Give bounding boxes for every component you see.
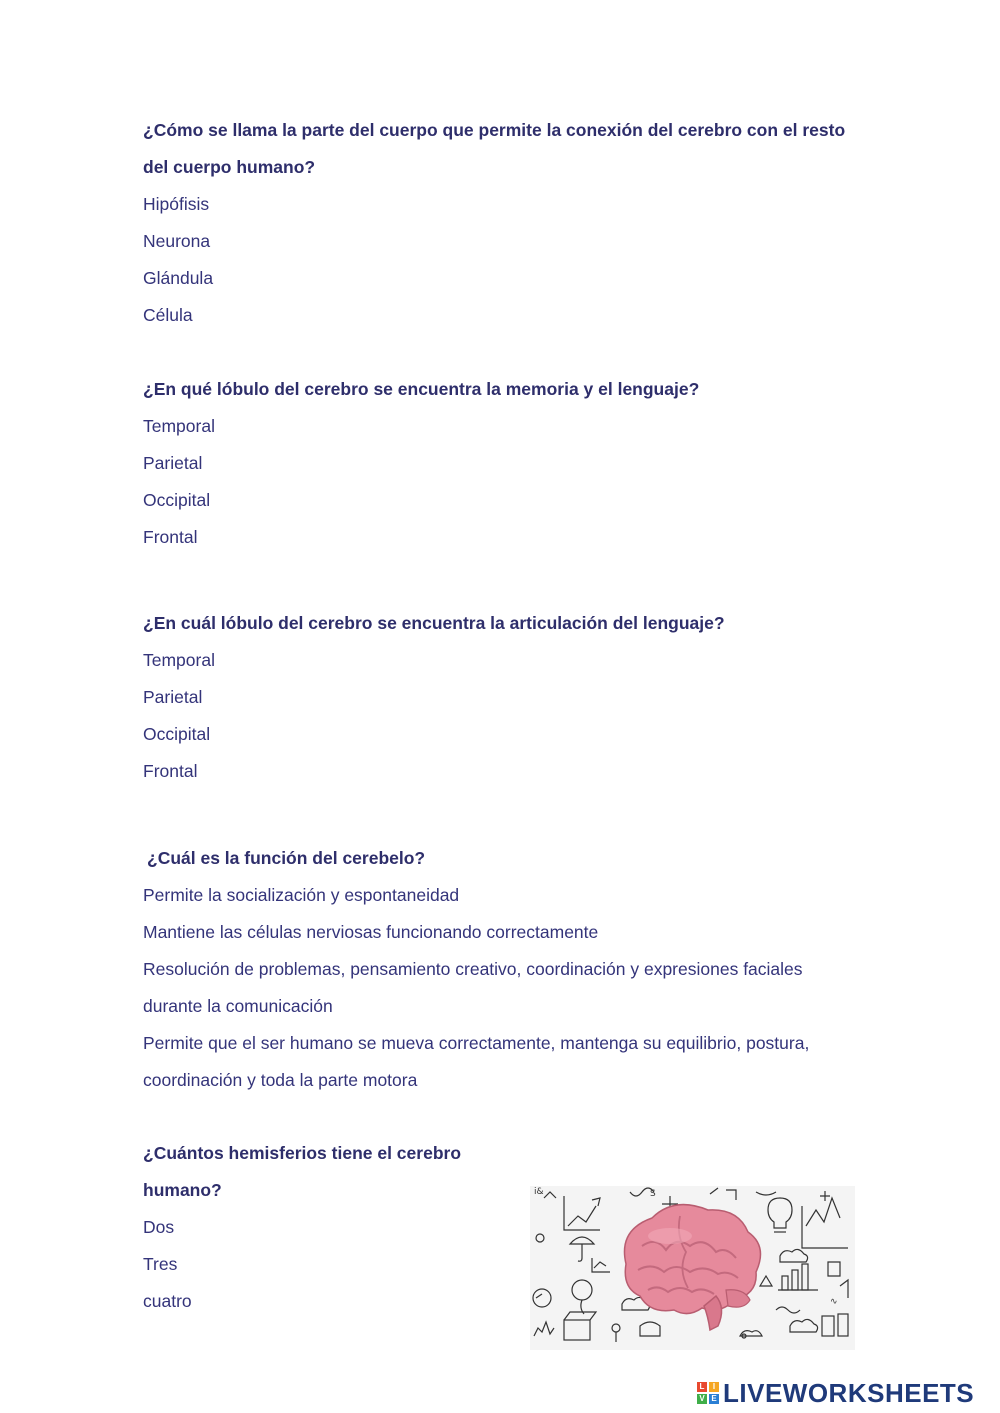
answer-option[interactable]: Neurona [143,231,211,251]
answer-option[interactable]: Frontal [143,761,198,781]
question-5-text: ¿Cuántos hemisferios tiene el cerebro humano? [143,1143,462,1200]
answer-option[interactable]: Parietal [143,453,203,473]
answer-option[interactable]: Dos [143,1217,175,1237]
question-3 [143,605,863,790]
question-2-text: ¿En qué lóbulo del cerebro se encuentra la memoria y el lenguaje? [143,379,700,399]
logo-tile: V [697,1394,707,1404]
answer-option[interactable]: Temporal [143,650,215,670]
answer-option-line: Mantiene las células nerviosas funcionando correctamente [143,922,599,942]
answer-option[interactable]: Glándula [143,268,214,288]
svg-text:∿: ∿ [830,1297,838,1307]
answer-option-line: coordinación y toda la parte motora [143,1070,418,1090]
question-1-text [143,112,863,186]
brand-name: LIVEWORKSHEETS [723,1377,975,1408]
answer-option[interactable] [143,877,863,914]
answer-option[interactable] [143,1025,863,1099]
question-5 [143,1135,523,1320]
liveworksheets-logo [697,1377,974,1409]
answer-option[interactable] [143,914,863,951]
answer-option[interactable]: Célula [143,305,193,325]
answer-option[interactable]: Temporal [143,416,215,436]
question-1-line-2: del cuerpo humano? [143,157,316,177]
answer-option[interactable]: Occipital [143,490,211,510]
answer-option[interactable] [143,951,863,1025]
question-3-text: ¿En cuál lóbulo del cerebro se encuentra la articulación del lenguaje? [143,613,725,633]
answer-option-line: Resolución de problemas, pensamiento creativo, coordinación y expresiones faciales [143,959,803,979]
answer-option-line: durante la comunicación [143,996,333,1016]
answer-option[interactable]: Hipófisis [143,194,210,214]
answer-option[interactable]: Frontal [143,527,198,547]
question-2 [143,371,863,556]
answer-option-line: Permite que el ser humano se mueva correctamente, mantenga su equilibrio, postura, [143,1033,810,1053]
brain-doodle-svg [530,1186,855,1350]
logo-tiles [697,1382,719,1404]
brain-illustration [530,1186,855,1350]
answer-option-line: Permite la socialización y espontaneidad [143,885,460,905]
question-1-line-1: ¿Cómo se llama la parte del cuerpo que permite la conexión del cerebro con el resto [143,120,846,140]
svg-text:S: S [650,1189,656,1199]
logo-tile: L [697,1382,707,1392]
answer-option[interactable]: Parietal [143,687,203,707]
question-4-text: ¿Cuál es la función del cerebelo? [147,848,426,868]
logo-tile: E [709,1394,719,1404]
answer-option[interactable]: cuatro [143,1291,192,1311]
answer-option[interactable]: Tres [143,1254,178,1274]
question-4 [143,840,863,1099]
question-1 [143,112,863,334]
answer-option[interactable]: Occipital [143,724,211,744]
svg-text:i&: i& [534,1187,544,1197]
logo-tile: I [709,1382,719,1392]
